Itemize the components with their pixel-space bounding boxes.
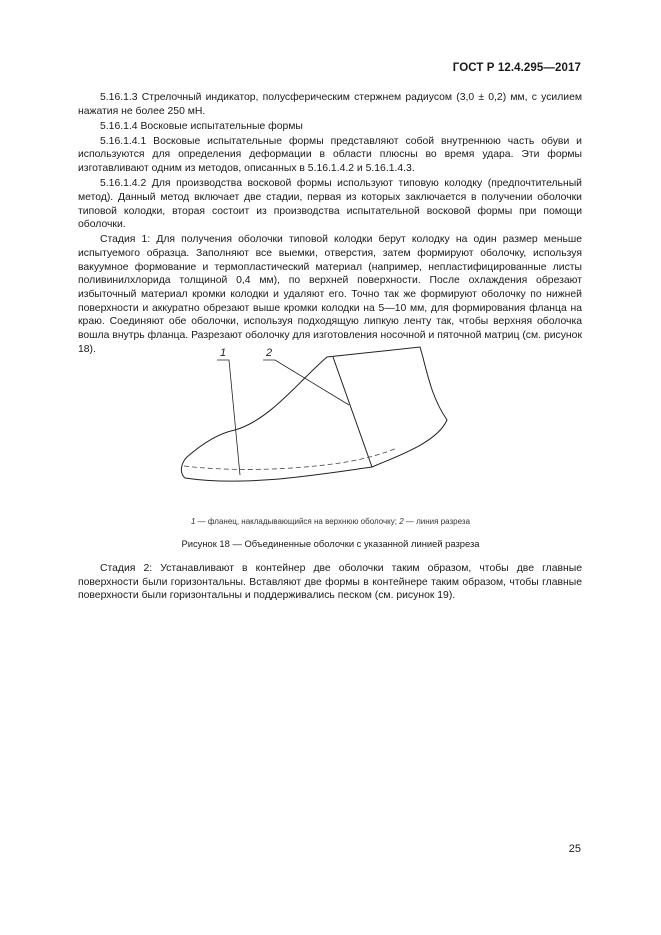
leader-1 [217, 360, 240, 475]
label-2: 2 [266, 347, 273, 359]
text-after-figure [78, 562, 582, 603]
flange-line [184, 448, 397, 469]
paragraph-text: 5.16.1.4 Восковые испытательные формы [100, 120, 303, 132]
legend-num-1: 1 [190, 517, 196, 526]
paragraph-5-16-1-4-2 [78, 177, 582, 232]
paragraph-text: Стадия 2: Устанавливают в контейнер две оболочки таким образом, чтобы две главные поверхности были горизонтальны. Вставляют две формы в контейнере таким образом, чтобы главные поверхности были горизонтальны и поддерживались песком (см. рисунок 19). [78, 563, 582, 602]
shell-outline [181, 347, 447, 481]
paragraph-5-16-1-3 [78, 91, 582, 118]
cut-line [333, 357, 372, 467]
figure-18-drawing [165, 335, 465, 495]
paragraph-text: 5.16.1.4.2 Для производства восковой формы используют типовую колодку (предпочтительный метод). Данный метод включает две стадии, первая из которых заключается в получении оболочки типовой колодки, вторая состоит из производства испытательной восковой формы при помощи оболочки. [78, 178, 582, 231]
paragraph-5-16-1-4 [78, 120, 582, 134]
page-number: 25 [568, 843, 581, 855]
legend-text-1: — фланец, накладывающийся на верхнюю оболочку; [195, 517, 400, 526]
document-id: ГОСТ Р 12.4.295—2017 [452, 62, 581, 74]
figure-legend [0, 517, 661, 526]
legend-text-2: — линия разреза [403, 517, 471, 526]
paragraph-5-16-1-4-1 [78, 135, 582, 176]
label-1: 1 [220, 347, 227, 359]
paragraph-stage-2 [78, 562, 582, 603]
paragraph-text: Стадия 1: Для получения оболочки типовой колодки берут колодку на один размер меньше испытуемого образца. Заполняют все выемки, отверстия, затем формируют оболочку, используя вакуумное формование и термопластический материал (например, непластифицированные листы поливинилхлорида толщиной 0,4 мм), по верхней поверхности. После охлаждения обрезают избыточный материал кромки колодки и удаляют его. Точно так же формируют оболочку по нижней поверхности и аккуратно обрезают выше кромки колодки на 5—10 мм, для формирования фланца на краю. Соединяют обе оболочки, используя подходящую липкую ленту так, чтобы верхняя оболочка вошла внутрь фланца. Разрезают оболочку для изготовления носочной и пяточной матриц (см. рисунок 18). [78, 234, 582, 355]
paragraph-text: 5.16.1.4.1 Восковые испытательные формы представляют собой внутреннюю часть обуви и используются для определения деформации в области плюсны во время удара. Эти формы изготавливают одним из методов, описанных в 5.16.1.4.2 и 5.16.1.4.3. [78, 135, 582, 175]
figure-caption: Рисунок 18 — Объединенные оболочки с указанной линией разреза [181, 538, 480, 549]
legend-num-2: 2 [399, 517, 404, 526]
paragraph-text: 5.16.1.3 Стрелочный индикатор, полусферическим стержнем радиусом (3,0 ± 0,2) мм, с усилием нажатия не более 250 мН. [78, 92, 582, 117]
main-text [78, 91, 582, 358]
